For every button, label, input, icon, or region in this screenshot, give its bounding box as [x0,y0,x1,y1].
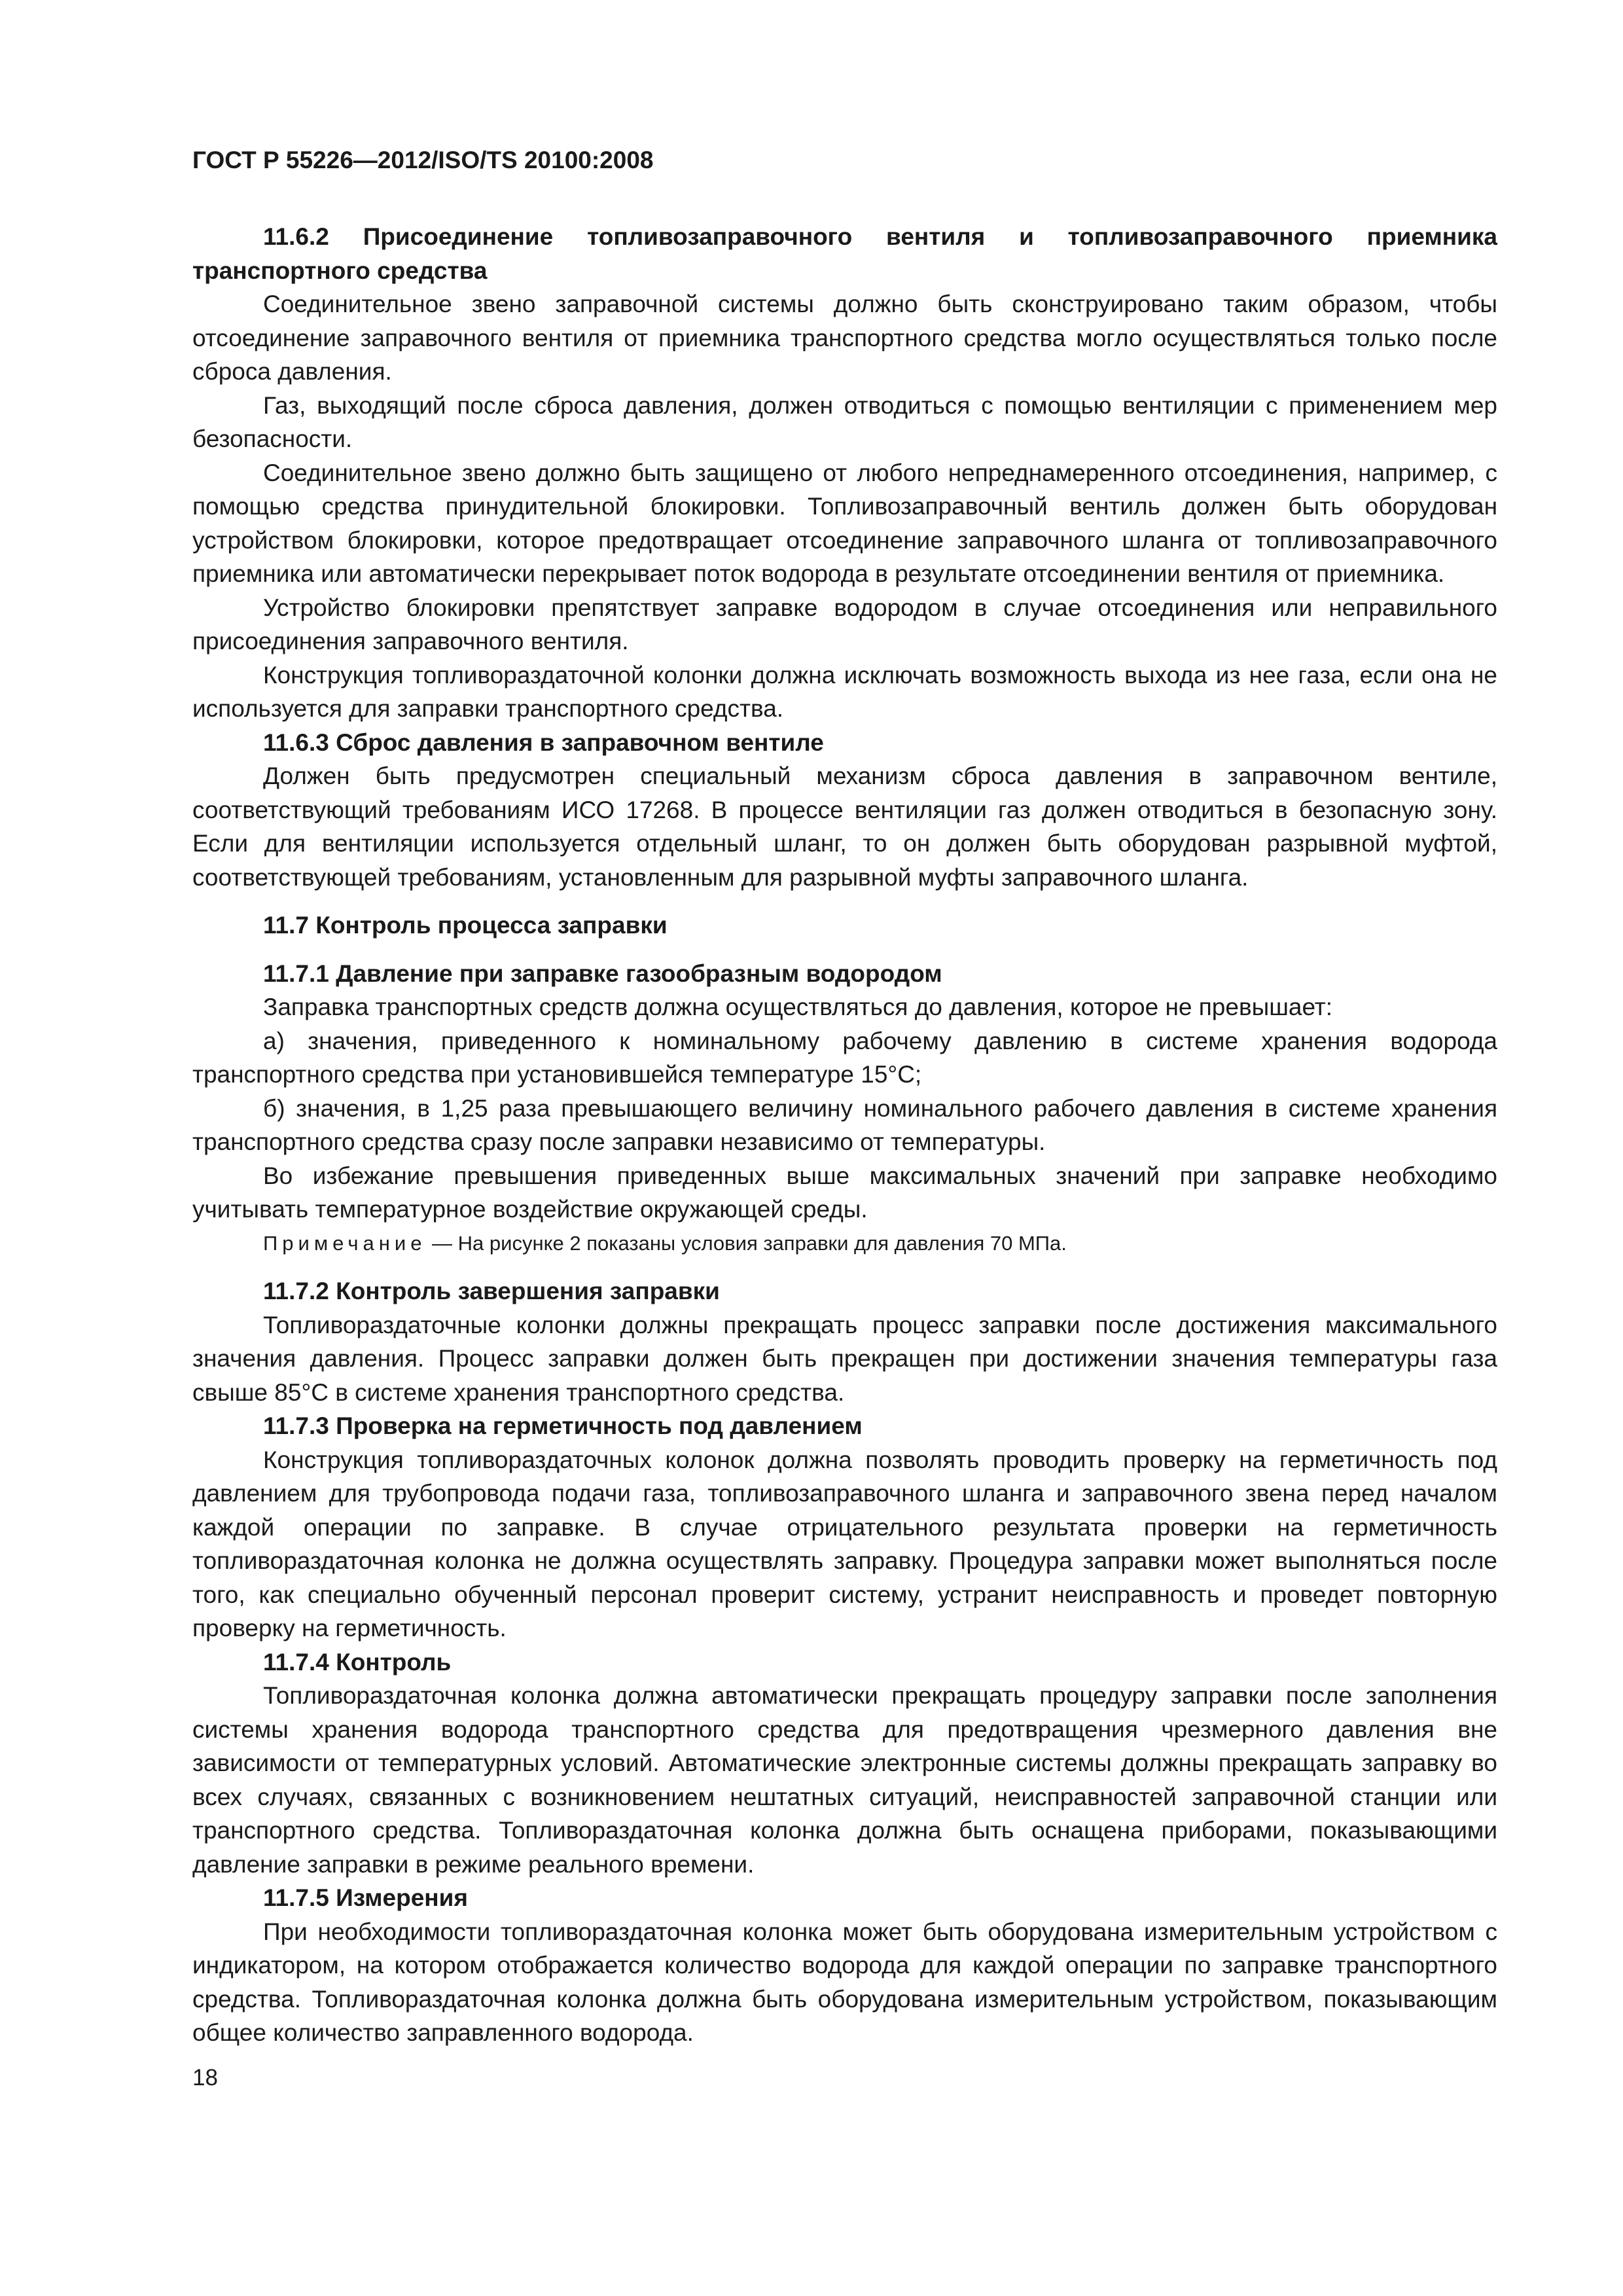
paragraph: Конструкция топливораздаточных колонок должна позволять проводить проверку на герметичность под давлением для трубопровода подачи газа, топливозаправочного шланга и заправочного звена перед началом каждой операции по заправке. В случае отрицательного результата проверки на герметичность топливораздаточная колонка не должна осуществлять заправку. Процедура заправки может выполняться после того, как специально обученный персонал проверит систему, устранит неисправность и проведет повторную проверку на герметичность. [192,1446,1497,1641]
paragraph: Заправка транспортных средств должна осуществляться до давления, которое не превышает: [263,994,1333,1020]
section-heading: 11.7.1 Давление при заправке газообразным водородом [263,960,942,987]
paragraph: Газ, выходящий после сброса давления, должен отводиться с помощью вентиляции с применением мер безопасности. [192,391,1497,452]
paragraph: Соединительное звено заправочной системы должно быть сконструировано таким образом, чтобы отсоединение заправочного вентиля от приемника транспортного средства могло осуществляться только после сброса давления. [192,291,1497,385]
note [192,1227,1497,1261]
paragraph: Топливораздаточные колонки должны прекращать процесс заправки после достижения максимального значения давления. Процесс заправки должен быть прекращен при достижении значения температуры газа свыше 85°С в системе хранения транспортного средства. [192,1311,1497,1406]
note-text: — На рисунке 2 показаны условия заправки для давления 70 МПа. [426,1231,1067,1255]
section-heading: 11.6.3 Сброс давления в заправочном вентиле [263,728,824,756]
paragraph: При необходимости топливораздаточная колонка может быть оборудована измерительным устройством с индикатором, на котором отображается количество водорода для каждой операции по заправке транспортного средства. Топливораздаточная колонка должна быть оборудована измерительным устройством, показывающим общее количество заправленного водорода. [192,1918,1497,2046]
paragraph: Должен быть предусмотрен специальный механизм сброса давления в заправочном вентиле, соответствующий требованиям ИСО 17268. В процессе вентиляции газ должен отводиться в безопасную зону. Если для вентиляции используется отдельный шланг, то он должен быть оборудован разрывной муфтой, соответствующей требованиям, установленным для разрывной муфты заправочного шланга. [192,762,1497,891]
document-page [192,144,1497,2251]
section-heading: 11.7.3 Проверка на герметичность под давлением [263,1412,863,1439]
document-body [192,220,1497,2050]
note-label: Примечание [263,1231,427,1255]
paragraph: Во избежание превышения приведенных выше максимальных значений при заправке необходимо учитывать температурное воздействие окружающей среды. [192,1162,1497,1223]
section-heading: 11.7.5 Измерения [263,1884,468,1911]
paragraph: Устройство блокировки препятствует заправке водородом в случае отсоединения или неправильного присоединения заправочного вентиля. [192,594,1497,655]
section-heading: 11.7.2 Контроль завершения заправки [263,1278,720,1304]
section-heading: 11.7 Контроль процесса заправки [263,912,668,939]
paragraph: Конструкция топливораздаточной колонки должна исключать возможность выхода из нее газа, если она не используется для заправки транспортного средства. [192,661,1497,722]
section-heading: 11.6.2 Присоединение топливозаправочного вентиля и топливозаправочного приемника транспортного средства [192,223,1497,284]
document-header: ГОСТ Р 55226—2012/ISO/TS 20100:2008 [192,147,654,173]
paragraph: Соединительное звено должно быть защищено от любого непреднамеренного отсоединения, например, с помощью средства принудительной блокировки. Топливозаправочный вентиль должен быть оборудован устройством блокировки, которое предотвращает отсоединение заправочного шланга от топливозаправочного приемника или автоматически перекрывает поток водорода в результате отсоединении вентиля от приемника. [192,459,1497,587]
page-number: 18 [192,2065,218,2090]
paragraph: а) значения, приведенного к номинальному рабочему давлению в системе хранения водорода транспортного средства при установившейся температуре 15°С; [192,1027,1497,1088]
section-heading: 11.7.4 Контроль [263,1648,452,1676]
paragraph: б) значения, в 1,25 раза превышающего величину номинального рабочего давления в системе хранения транспортного средства сразу после заправки независимо от температуры. [192,1094,1497,1155]
paragraph: Топливораздаточная колонка должна автоматически прекращать процедуру заправки после заполнения системы хранения водорода транспортного средства для предотвращения чрезмерного давления вне зависимости от температурных условий. Автоматические электронные системы должны прекращать заправку во всех случаях, связанных с возникновением нештатных ситуаций, неисправностей заправочной станции или транспортного средства. Топливораздаточная колонка должна быть оснащена приборами, показывающими давление заправки в режиме реального времени. [192,1682,1497,1878]
